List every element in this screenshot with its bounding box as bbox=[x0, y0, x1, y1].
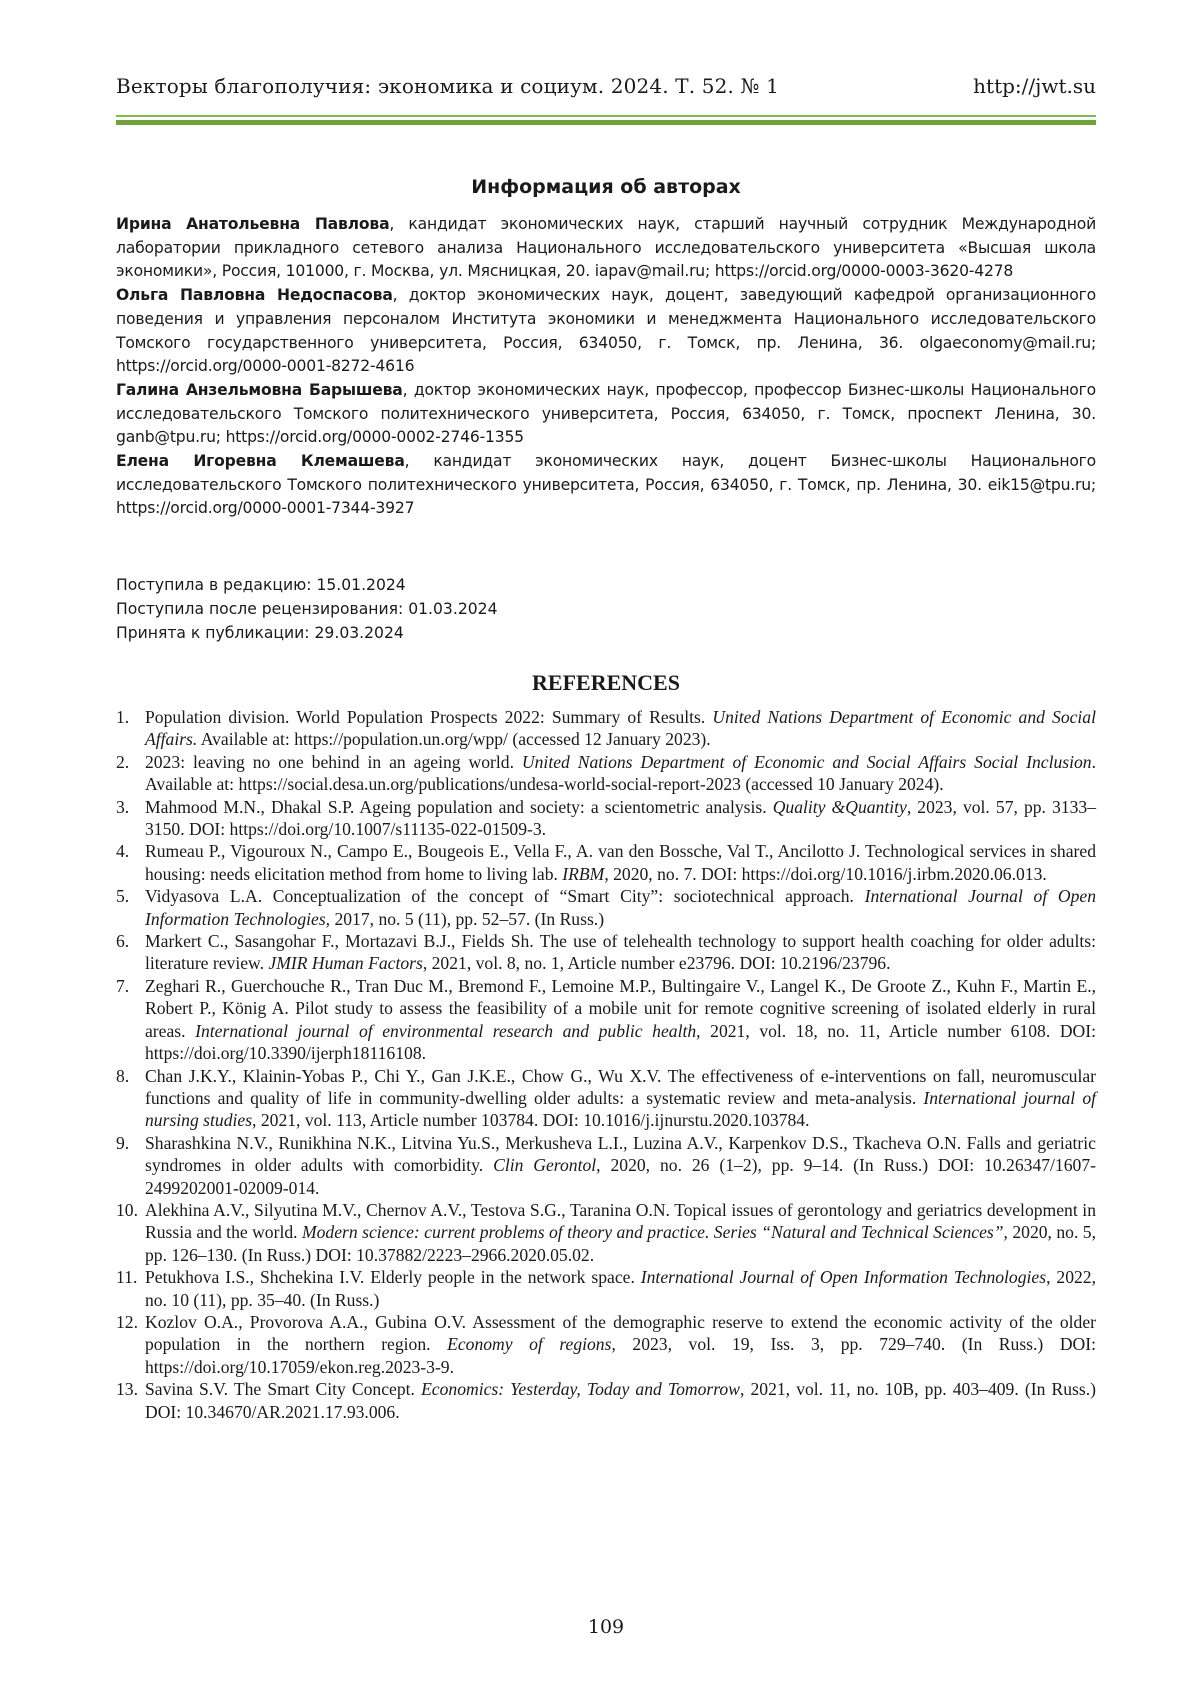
reference-source: Clin Gerontol bbox=[493, 1155, 597, 1176]
reference-number: 7. bbox=[116, 975, 130, 996]
author-name: Галина Анзельмовна Барышева bbox=[116, 380, 403, 399]
reference-number: 10. bbox=[116, 1199, 138, 1220]
reference-item bbox=[116, 930, 1096, 975]
reference-details: , 2020, no. 7. DOI: https://doi.org/10.1016/j.irbm.2020.06.013. bbox=[604, 863, 1047, 884]
reference-item bbox=[116, 885, 1096, 930]
author-name: Ирина Анатольевна Павлова bbox=[116, 215, 390, 233]
reference-number: 13. bbox=[116, 1379, 138, 1400]
reference-item bbox=[116, 796, 1096, 841]
reference-item bbox=[116, 751, 1096, 796]
references-list bbox=[116, 706, 1096, 1423]
header-rule-thin bbox=[116, 115, 1096, 117]
author-name: Елена Игоревна Клемашева bbox=[116, 452, 405, 471]
reference-number: 11. bbox=[116, 1267, 138, 1288]
author-name: Ольга Павловна Недоспасова bbox=[116, 286, 393, 305]
author-entry bbox=[116, 213, 1096, 284]
reference-details: , 2020, no. 5, pp. 126–130. (In Russ.) DOI: 10.37882/2223–2966.2020.05.02. bbox=[145, 1222, 1096, 1265]
reference-source: United Nations Department of Economic and Social Affairs Social Inclusion bbox=[521, 751, 1092, 772]
reference-text: Rumeau P., Vigouroux N., Campo E., Bougeois E., Vella F., A. van den Bossche, Val T., Ancilotto J. Technological services in shared housing: needs elicitation method from home to living lab. bbox=[145, 841, 1096, 884]
author-info: , кандидат экономических наук, доцент Бизнес-школы Национального исследовательского Томского политехнического университета, Россия, 634050, г. Томск, пр. Ленина, 30. eik15@tpu.ru; https://orcid.org/0000-0001-7344-3927 bbox=[116, 452, 1096, 518]
reference-item bbox=[116, 1378, 1096, 1423]
reference-item bbox=[116, 1266, 1096, 1311]
reference-number: 5. bbox=[116, 886, 130, 907]
reference-number: 8. bbox=[116, 1065, 130, 1086]
page-number: 109 bbox=[587, 1616, 625, 1638]
reference-number: 12. bbox=[116, 1311, 138, 1332]
reference-text: Markert C., Sasangohar F., Mortazavi B.J., Fields Sh. The use of telehealth technology to support health coaching for older adults: literature review. bbox=[145, 931, 1096, 974]
reference-text: Population division. World Population Prospects 2022: Summary of Results. bbox=[145, 707, 713, 727]
journal-page bbox=[116, 0, 1096, 1698]
author-info: , доктор экономических наук, доцент, заведующий кафедрой организационного поведения и управления персоналом Института экономики и менеджмента Национального исследовательского Томского государственного университета, Россия, 634050, г. Томск, пр. Ленина, 36. olgaeconomy@mail.ru; https://orcid.org/0000-0001-8272-4616 bbox=[116, 286, 1096, 376]
reference-text: Mahmood M.N., Dhakal S.P. Ageing population and society: a scientometric analysis. bbox=[145, 796, 773, 817]
reference-item bbox=[116, 1199, 1096, 1266]
reference-source: Economics: Yesterday, Today and Tomorrow bbox=[421, 1379, 740, 1400]
authors-section bbox=[116, 213, 1096, 521]
reference-text: Sharashkina N.V., Runikhina N.K., Litvina Yu.S., Merkusheva L.I., Luzina A.V., Karpenkov D.S., Tkacheva O.N. Falls and geriatric syndromes in older adults with comorbidity. bbox=[145, 1132, 1096, 1176]
reference-source: International Journal of Open Information Technologies bbox=[640, 1267, 1047, 1288]
journal-url[interactable]: http://jwt.su bbox=[973, 74, 1096, 98]
reference-number: 2. bbox=[116, 751, 130, 772]
reference-details: . Available at: https://social.desa.un.org/publications/undesa-world-social-report-2023 (accessed 10 January 2024). bbox=[145, 751, 1096, 795]
reference-details: , 2021, vol. 18, no. 11, Article number 6108. DOI: https://doi.org/10.3390/ijerph18116108. bbox=[145, 1020, 1096, 1064]
author-entry bbox=[116, 450, 1096, 521]
journal-title: Векторы благополучия: экономика и социум. 2024. Т. 52. № 1 bbox=[116, 74, 779, 98]
reference-text: Petukhova I.S., Shchekina I.V. Elderly people in the network space. bbox=[145, 1267, 641, 1288]
reference-item bbox=[116, 1065, 1096, 1132]
author-entry bbox=[116, 284, 1096, 379]
reference-details: , 2020, no. 26 (1–2), pp. 9–14. (In Russ.) DOI: 10.26347/1607-2499202001-02009-014. bbox=[145, 1155, 1096, 1198]
reference-number: 9. bbox=[116, 1132, 130, 1153]
reference-details: , 2023, vol. 57, pp. 3133–3150. DOI: https://doi.org/10.1007/s11135-022-01509-3. bbox=[145, 796, 1097, 840]
reference-details: , 2021, vol. 113, Article number 103784. DOI: 10.1016/j.ijnurstu.2020.103784. bbox=[252, 1110, 810, 1131]
reference-details: Available at: https://population.un.org/wpp/ (accessed 12 January 2023). bbox=[197, 729, 711, 750]
date-accepted: Принята к публикации: 29.03.2024 bbox=[116, 624, 404, 642]
reference-details: , 2022, no. 10 (11), pp. 35–40. (In Russ.) bbox=[145, 1267, 1096, 1310]
reference-text: Chan J.K.Y., Klainin-Yobas P., Chi Y., Gan J.K.E., Chow G., Wu X.V. The effectiveness of e-interventions on fall, neuromuscular functions and quality of life in community-dwelling older adults: a systematic review and meta-analysis. bbox=[145, 1065, 1096, 1108]
author-info: , доктор экономических наук, профессор, профессор Бизнес-школы Национального исследовательского Томского политехнического университета, Россия, 634050, г. Томск, проспект Ленина, 30. ganb@tpu.ru; https://orcid.org/0000-0002-2746-1355 bbox=[116, 380, 1096, 447]
references-heading: REFERENCES bbox=[532, 670, 680, 695]
publication-dates bbox=[116, 573, 1096, 645]
reference-number: 4. bbox=[116, 841, 130, 862]
reference-text: Vidyasova L.A. Conceptualization of the concept of “Smart City”: sociotechnical approach. bbox=[145, 886, 865, 907]
reference-text: Savina S.V. The Smart City Concept. bbox=[145, 1379, 422, 1400]
authors-heading: Информация об авторах bbox=[471, 176, 741, 198]
reference-source: IRBM bbox=[562, 863, 605, 884]
date-revised: Поступила после рецензирования: 01.03.2024 bbox=[116, 600, 498, 618]
author-info: , кандидат экономических наук, старший научный сотрудник Международной лаборатории прикладного сетевого анализа Национального исследовательского университета «Высшая школа экономики», Россия, 101000, г. Москва, ул. Мясницкая, 20. iapav@mail.ru; https://orcid.org/0000-0003-3620-4278 bbox=[116, 215, 1096, 281]
reference-number: 6. bbox=[116, 931, 130, 952]
reference-source: JMIR Human Factors bbox=[268, 953, 423, 974]
date-received: Поступила в редакцию: 15.01.2024 bbox=[116, 576, 406, 594]
running-header bbox=[116, 74, 1096, 108]
reference-details: , 2021, vol. 11, no. 10B, pp. 403–409. (In Russ.) DOI: 10.34670/AR.2021.17.93.006. bbox=[145, 1379, 1096, 1422]
reference-number: 3. bbox=[116, 796, 130, 817]
reference-item bbox=[116, 975, 1096, 1065]
reference-text: 2023: leaving no one behind in an ageing world. bbox=[145, 751, 522, 772]
reference-text: Alekhina A.V., Silyutina M.V., Chernov A.V., Testova S.G., Taranina O.N. Topical issues of gerontology and geriatrics development in Russia and the world. bbox=[145, 1199, 1096, 1243]
author-entry bbox=[116, 379, 1096, 450]
reference-item bbox=[116, 1132, 1096, 1199]
reference-text: Kozlov O.A., Provorova A.A., Gubina O.V. Assessment of the demographic reserve to extend the economic activity of the older population in the northern region. bbox=[145, 1311, 1096, 1355]
reference-details: , 2023, vol. 19, Iss. 3, pp. 729–740. (In Russ.) DOI: https://doi.org/10.17059/ekon.reg.2023-3-9. bbox=[145, 1334, 1096, 1377]
reference-details: , 2021, vol. 8, no. 1, Article number e23796. DOI: 10.2196/23796. bbox=[422, 953, 891, 974]
reference-source: United Nations Department of Economic and Social Affairs. bbox=[145, 707, 1096, 750]
reference-item bbox=[116, 840, 1096, 885]
reference-source: International journal of environmental research and public health bbox=[195, 1020, 697, 1041]
reference-source: Economy of regions bbox=[447, 1334, 612, 1355]
reference-source: Modern science: current problems of theory and practice. Series “Natural and Technical Sciences” bbox=[301, 1222, 1004, 1243]
reference-source: International Journal of Open Information Technologies, bbox=[145, 886, 1096, 929]
reference-item bbox=[116, 706, 1096, 751]
reference-source: International journal of nursing studies bbox=[145, 1087, 1097, 1131]
reference-item bbox=[116, 1311, 1096, 1378]
reference-text: Zeghari R., Guerchouche R., Tran Duc M., Bremond F., Lemoine M.P., Bultingaire V., Langel K., De Groote Z., Kuhn F., Martin E., Robert P., König A. Pilot study to assess the feasibility of a mobile unit for remote cognitive screening of isolated elderly in rural areas. bbox=[145, 975, 1096, 1041]
reference-number: 1. bbox=[116, 707, 130, 727]
header-rule-thick bbox=[116, 120, 1096, 125]
reference-source: Quality &Quantity bbox=[772, 796, 907, 817]
reference-details: 2017, no. 5 (11), pp. 52–57. (In Russ.) bbox=[330, 908, 605, 929]
